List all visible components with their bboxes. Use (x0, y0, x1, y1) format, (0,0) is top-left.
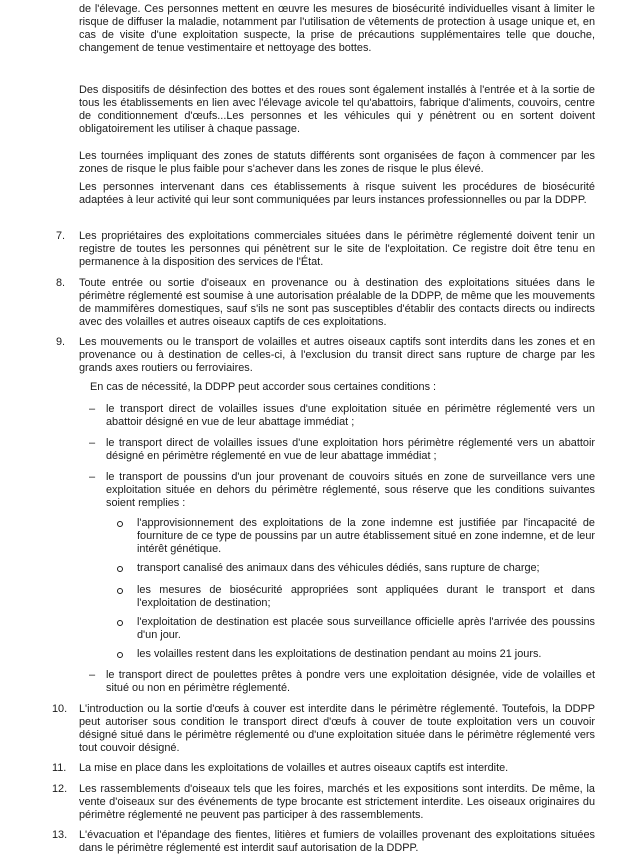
item-number-11: 11. (52, 762, 67, 774)
item-number-12: 12. (52, 783, 68, 795)
item9-intro: En cas de nécessité, la DDPP peut accorder sous certaines conditions : (90, 381, 437, 393)
item-number-7: 7. (56, 230, 66, 242)
bullet-marker (117, 652, 123, 658)
sub-bullet-3: les mesures de biosécurité appropriées sont appliquées durant le transport et dans l'exploitation de destination; (137, 584, 595, 609)
item-text-10: L'introduction ou la sortie d'œufs à couver est interdite dans le périmètre réglementé. Toutefois, la DDPP peut autoriser sous condition le transport direct d'œufs à couver de toute exploitation vers un couvoir désigné situé dans le périmètre réglementé ou d'une exploitation située dans le périmètre réglementé vers tout couvoir désigné. (79, 703, 595, 754)
bullet-marker (117, 588, 123, 594)
item-text-7: Les propriétaires des exploitations commerciales situées dans le périmètre réglementé doivent tenir un registre de toutes les personnes qui pénètrent sur le site de l'exploitation. Ce registre doit être tenu en permanence à la disposition des services de l'État. (79, 230, 595, 268)
item-number-10: 10. (52, 703, 68, 715)
sub-bullet-5: les volailles restent dans les exploitations de destination pendant au moins 21 jours. (137, 648, 542, 660)
dash-marker: – (89, 471, 96, 483)
bullet-marker (117, 566, 123, 572)
dash-item-4: le transport direct de poulettes prêtes à pondre vers une exploitation désignée, vide de volailles et situé ou non en périmètre réglementé. (106, 669, 595, 694)
item-text-8: Toute entrée ou sortie d'oiseaux en provenance ou à destination des exploitations situées dans le périmètre réglementé est soumise à une autorisation préalable de la DDPP, de même que les mouvements de mammifères domestiques, sauf s'ils ne sont pas susceptibles d'établir des contacts directs ou indirects avec des volailles et autres oiseaux captifs de ces exploitations. (79, 277, 595, 328)
paragraph-procedures: Les personnes intervenant dans ces établissements à risque suivent les procédures de biosécurité adaptées à leur activité qui leur sont communiquées par leurs instances professionnelles ou par la DDPP. (79, 181, 595, 206)
dash-item-3: le transport de poussins d'un jour provenant de couvoirs situés en zone de surveillance vers une exploitation située en dehors du périmètre réglementé, sous réserve que les conditions suivantes soient remplies : (106, 471, 595, 509)
sub-bullet-4: l'exploitation de destination est placée sous surveillance officielle après l'arrivée des poussins d'un jour. (137, 616, 595, 641)
dash-item-2: le transport direct de volailles issues d'une exploitation hors périmètre réglementé vers un abattoir désigné en périmètre réglementé en vue de leur abattage immédiat ; (106, 437, 595, 462)
item-text-11: La mise en place dans les exploitations de volailles et autres oiseaux captifs est interdite. (79, 762, 509, 774)
item-number-13: 13. (52, 829, 68, 841)
sub-bullet-1: l'approvisionnement des exploitations de la zone indemne est justifiée par l'incapacité de fourniture de ce type de poussins par un autre établissement situé en zone indemne, et de leur intérêt génétique. (137, 517, 595, 555)
bullet-marker (117, 620, 123, 626)
paragraph-tours: Les tournées impliquant des zones de statuts différents sont organisées de façon à commencer par les zones de risque le plus faible pour s'achever dans les zones de risque le plus élevé. (79, 150, 595, 175)
paragraph-protective-measures: de l'élevage. Ces personnes mettent en œuvre les mesures de biosécurité individuelles visant à limiter le risque de diffuser la maladie, notamment par l'utilisation de vêtements de protection à usage unique et, en cas de visite d'une exploitation suspecte, la prise de précautions supplémentaires telle que douche, changement de tenue vestimentaire et nettoyage des bottes. (79, 3, 595, 54)
dash-marker: – (89, 437, 96, 449)
bullet-marker (117, 521, 123, 527)
item-text-12: Les rassemblements d'oiseaux tels que les foires, marchés et les expositions sont interdits. De même, la vente d'oiseaux sur des événements de type brocante est strictement interdite. Les oiseaux originaires du périmètre réglementé ne peuvent pas participer à des rassemblements. (79, 783, 595, 821)
item-number-9: 9. (56, 336, 66, 348)
item-text-13: L'évacuation et l'épandage des fientes, litières et fumiers de volailles provenant des exploitations situées dans le périmètre réglementé est interdit sauf autorisation de la DDPP. (79, 829, 595, 854)
item-text-9: Les mouvements ou le transport de volailles et autres oiseaux captifs sont interdits dans les zones et en provenance ou à destination de celles-ci, à l'exclusion du transit direct sans rupture de charge par les grands axes routiers ou ferroviaires. (79, 336, 595, 374)
dash-marker: – (89, 669, 96, 681)
dash-marker: – (89, 403, 96, 415)
dash-item-1: le transport direct de volailles issues d'une exploitation située en périmètre réglementé vers un abattoir désigné en vue de leur abattage immédiat ; (106, 403, 595, 428)
sub-bullet-2: transport canalisé des animaux dans des véhicules dédiés, sans rupture de charge; (137, 562, 540, 574)
paragraph-disinfection: Des dispositifs de désinfection des bottes et des roues sont également installés à l'entrée et à la sortie de tous les établissements en lien avec l'élevage avicole tel qu'abattoirs, fabrique d'aliments, couvoirs, centre de conditionnement d'œufs...Les personnes et les véhicules qui y pénètrent ou en sortent doivent obligatoirement les utiliser à chaque passage. (79, 84, 595, 135)
item-number-8: 8. (56, 277, 66, 289)
